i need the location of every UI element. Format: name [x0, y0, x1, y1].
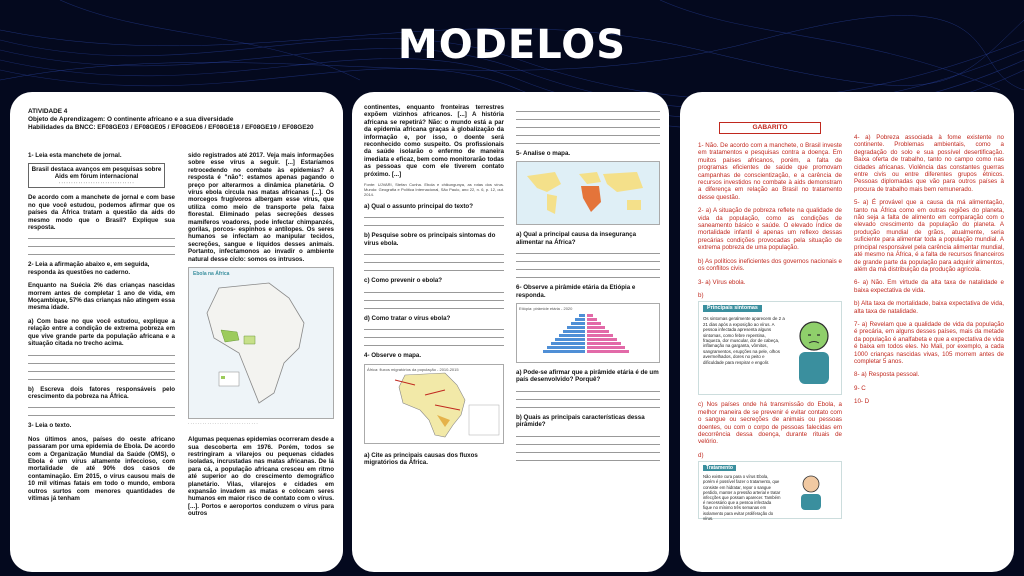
answer-line: [516, 104, 660, 112]
answer-line: [516, 400, 660, 408]
answer-2a: 2- a) A situação de pobreza reflete na qualidade de vida da população, como as condições de saneamento básico e saúde. O elevado índice de mortalidade infantil é apenas um reflexo dessas precárias condições provocadas pela situação de extrema pobreza de uma população.: [698, 207, 842, 252]
migration-map: [364, 364, 504, 444]
answer-3b: b): [698, 291, 704, 299]
answer-6a: 6- a) Não. Em virtude da alta taxa de natalidade e baixa expectativa de vida.: [854, 279, 1004, 294]
answer-line: [364, 322, 504, 330]
answer-line: [364, 301, 504, 309]
skills-label: Habilidades da BNCC: EF08GE03 / EF08GE05 / EF08GE06 / EF08GE18 / EF08GE19 / EF08GE20: [28, 124, 314, 131]
headline-text: Brasil destaca avanços em pesquisas sobre Aids em fórum internacional: [31, 166, 162, 181]
answer-line: [364, 338, 504, 346]
question-3b: b) Pesquise sobre os principais sintomas do vírus ebola.: [364, 232, 496, 247]
answer-line: [516, 453, 660, 461]
answer-key-card: [680, 92, 1014, 572]
answer-line: [364, 263, 504, 271]
person-icon: [791, 472, 831, 512]
answer-line: [516, 262, 660, 270]
activity-label: ATIVIDADE 4: [28, 108, 68, 115]
answer-line: [516, 246, 660, 254]
card1-right-column: [188, 152, 334, 560]
pyramid-title: Etiópia: pirâmide etária - 2020: [519, 306, 573, 312]
ebola-text-part-2: Algumas pequenas epidemias ocorreram desde a sua descoberta em 1976. Porém, todos se restringiram a vilarejos ou pequenas cidades isoladas, incrustadas nas matas africanas. De lá para cá, a população africana cresceu em ritmo até superior ao do crescimento demográfico planetário. Vilas, vilarejos e cidades em expansão invadem as matas e colocam seres humanos em maior risco de contato com o vírus. [...]. Portos e aeroportos conduzem o vírus para outros: [188, 436, 334, 518]
question-3: 3- Leia o texto.: [28, 422, 72, 430]
headline-box: [28, 163, 165, 188]
ebola-text-part-1: sido registrados até 2017. Veja mais informações sobre esse vírus a seguir. [...] Estaríamos retrocedendo no combate às epidemias? A resposta é "não": estamos apenas pagando o preço por alterarmos a dinâmica planetária. O vírus ebola circula nas matas africanas [...]. Os morcegos frugívoros albergam esse vírus, que utiliza como meio de transporte pela faixa florestal. Eliminado pelas secreções desses mamíferos voadores, pode infectar chimpanzés, gorilas, porcos- espinhos e antílopes. Os seres humanos se infectam ao manipular tecidos, secreções, sangue e líquidos desses animais. Portanto, infectamonos ao invadir o ambiente natural desse ciclo: somos os intrusos.: [188, 152, 334, 263]
answer-line: [364, 247, 504, 255]
question-2b: b) Escreva dois fatores responsáveis pelo crescimento da pobreza na África.: [28, 385, 175, 400]
question-1: 1- Leia esta manchete de jornal.: [28, 152, 122, 159]
answer-line: [28, 356, 175, 364]
answer-line: [516, 112, 660, 120]
answer-3c: c) Nos países onde há transmissão do Ebola, a melhor maneira de se prevenir é evitar contato com o sangue ou secreções de animais ou pessoas doentes, ou com o corpo de pessoas falecidas em decorrência dessa doença, durante rituais de velório.: [698, 401, 842, 446]
answer-line: [364, 218, 504, 226]
answers-right-column: [854, 134, 1004, 560]
answer-line: [364, 285, 504, 293]
ebola-africa-map: [188, 267, 334, 419]
question-5a: a) Qual a principal causa da insegurança alimentar na África?: [516, 231, 637, 246]
food-insecurity-map: [516, 161, 660, 225]
answer-line: [364, 293, 504, 301]
sick-person-icon: [789, 316, 839, 386]
answer-line: [516, 270, 660, 278]
answer-line: [28, 348, 175, 356]
answer-line: [28, 231, 175, 239]
answer-line: [516, 254, 660, 262]
answer-line: [516, 429, 660, 437]
answer-line: [364, 210, 504, 218]
answer-line: [28, 364, 175, 372]
answer-1: 1- Não. De acordo com a manchete, o Brasil investe em tratamentos e pesquisas contra a doença. Em muitos países africanos, porém, a falta de programas eficientes de saúde que promovam campanhas de conscientização, e a carência de recursos investidos no combate à aids demonstram a diferença em relação ao Brasil no tratamento desse questão.: [698, 142, 842, 201]
worksheet-page-2: [364, 104, 661, 560]
answer-line: [28, 247, 175, 255]
map-source: · · · · · · · · · · · · · · · · · · · · · · · · · · · · ·: [188, 421, 258, 427]
question-4: 4- Observe o mapa.: [364, 352, 422, 360]
answer-7: 7- a) Revelam que a qualidade de vida da população é precária, em alguns desses países, mais da metade da população é analfabeta e que a expectativa de vida é baixa em todos eles. No Mali, por exemplo, a cada 1000 crianças nascidas vivas, 105 morrem antes de completar 5 anos.: [854, 320, 1004, 365]
answer-line: [364, 330, 504, 338]
answer-line: [28, 239, 175, 247]
answers-left-column: [698, 122, 842, 560]
headline-source: · · · · · · · · · · · · · · · · · · · · · · · · · · · · · · ·: [59, 180, 134, 186]
card2-left-column: [364, 104, 504, 560]
text-source: Fonte: UJVARI, Stefan Cunha. Ebola e chikungunya, as rotas dos vírus. Mundo: Geografia e Política Internacional, São Paulo, ano 22, n. 6, p. 12, out. 2014.: [364, 182, 504, 198]
answer-key-page: [698, 104, 1006, 560]
answer-line: [28, 400, 175, 408]
question-2a: a) Com base no que você estudou, explique a relação entre a condição de extrema pobreza em que vive grande parte da população africana e a situação citada no trecho acima.: [28, 317, 175, 348]
africa-map-graphic: [189, 268, 333, 414]
answer-6b: b) Alta taxa de mortalidade, baixa expectativa de vida, alta taxa de natalidade.: [854, 300, 1004, 315]
card1-left-column: [28, 152, 175, 560]
question-3d: d) Como tratar o vírus ebola?: [364, 314, 451, 322]
worksheet-page-1: [28, 104, 343, 560]
answer-3d: d): [698, 451, 704, 459]
worksheet-card-2: [352, 92, 669, 572]
worksheet-card-1: [10, 92, 343, 572]
migration-map-graphic: [365, 365, 503, 441]
answer-line: [516, 136, 660, 144]
age-pyramid: [516, 303, 660, 363]
question-3a: a) Qual o assunto principal do texto?: [364, 203, 473, 211]
answer-key-header: GABARITO: [719, 122, 821, 134]
treatment-text: Não existe cura para o vírus Ebola, porém é possível fazer o tratamento, que consiste em hidratar, repor o sangue perdido, manter a pressão arterial e tratar infecções que possam aparecer. Também é necessário que a pessoa infectada fique no mínimo três semanas em isolamento para evitar proliferação do vírus.: [703, 474, 781, 521]
answer-line: [28, 372, 175, 380]
question-6b: b) Quais as principais características dessa pirâmide?: [516, 413, 645, 429]
answer-10: 10- D: [854, 398, 870, 406]
answer-line: [516, 128, 660, 136]
migration-map-title: África: fluxos migratórios da população - 2010-2015: [367, 366, 459, 372]
answer-5: 5- a) É provável que a causa da má alimentação, tanto na África como em outras regiões do planeta, não seja a falta de alimento em comparação com o elevado crescimento da população do planeta. A produção mundial de grãos, atualmente, seria suficiente para alimentar toda a população mundial. A principal responsável pela carência alimentar mundial, até mesmo na África, é a falta de recursos financeiros de grande parte da população para adquirir alimentos, além da má distribuição da produção agrícola.: [854, 199, 1004, 273]
question-2-text: Enquanto na Suécia 2% das crianças nascidas morrem antes de completar 1 ano de vida, em Moçambique, 57% das crianças não atingem essa mesma idade.: [28, 282, 175, 312]
question-3-text: Nos últimos anos, países do oeste africano passaram por uma epidemia de Ebola. De acordo com a Organização Mundial da Saúde (OMS), o Ebola é um vírus altamente infeccioso, com mortalidade de até 90% dos casos de contaminação. Em 2015, o vírus causou mais de 10 mil vítimas fatais em todo o mundo, embora outros surtos com menores quantidades de vítimas já tenham: [28, 435, 175, 502]
symptoms-infographic: [698, 301, 842, 395]
answer-line: [28, 408, 175, 416]
answer-line: [516, 445, 660, 453]
answer-line: [516, 120, 660, 128]
world-map-graphic: [517, 162, 659, 222]
question-6: 6- Observe a pirâmide etária da Etiópia e responda.: [516, 284, 636, 299]
objective-label: Objeto de Aprendizagem: O continente africano e a sua diversidade: [28, 116, 234, 123]
question-1-text: De acordo com a manchete de jornal e com base no que você estudou, podemos afirmar que os países da África tratam a questão da aids do mesmo modo que o Brasil? Explique sua resposta.: [28, 194, 175, 232]
answer-line: [516, 437, 660, 445]
question-6a: a) Pode-se afirmar que a pirâmide etária é de um país desenvolvido? Porquê?: [516, 369, 659, 384]
answer-8: 8- a) Resposta pessoal.: [854, 371, 920, 379]
answer-line: [516, 384, 660, 392]
question-5: 5- Analise o mapa.: [516, 150, 571, 157]
answer-4: 4- a) Pobreza associada à fome existente no continente. Problemas ambientais, como a degradação do solo e sua possível desertificação. Baixa oferta de trabalho, tanto no campo como nas cidades africanas. Violência das constantes guerras entre civis ou entre diferentes grupos étnicos. Pessoas diplomadas que vão para outros países à procura de trabalho mais bem remunerado.: [854, 134, 1004, 193]
symptoms-text: Os sintomas geralmente aparecem de 2 a 21 dias após a exposição ao vírus. A pessoa infectada apresenta alguns sintomas, como febre repentina, fraqueza, dor muscular, dor de cabeça, inflamação na garganta, vômitos, sangramentos, erupções na pele, olhos avermelhados, dores no peito e dificuldade para respirar e engolir.: [703, 316, 785, 365]
ebola-text-part-3: continentes, enquanto fronteiras terrestres expõem vizinhos africanos. [...] A história africana se repetirá? Não: o mundo está a par da epidemia africana graças à globalização da informação e, por isso, o doente será reconhecido como suspeito. Os profissionais da saúde isolarão o enfermo de maneira imediata e eficaz, bem como monitorarão todas as pessoas que com ele tiverem contato próximo. [...]: [364, 104, 504, 178]
answer-9: 9- C: [854, 384, 866, 392]
treatment-box: [698, 461, 842, 519]
answer-line: [364, 255, 504, 263]
answer-2b: b) As políticos ineficientes dos governos nacionais e os conflitos civis.: [698, 257, 842, 273]
treatment-title: Tratamento: [703, 465, 736, 471]
page-title: MODELOS: [397, 22, 627, 68]
symptoms-title: Principais sintomas: [703, 305, 762, 312]
answer-line: [516, 392, 660, 400]
card2-right-column: [516, 104, 660, 560]
map-title: Ebola na África: [193, 271, 230, 278]
question-2: 2- Leia a afirmação abaixo e, em seguida, responda às questões no caderno.: [28, 261, 150, 276]
answer-3a: 3- a) Vírus ebola.: [698, 278, 746, 286]
question-4a: a) Cite as principais causas dos fluxos migratórios da África.: [364, 451, 478, 466]
question-3c: c) Como prevenir o ebola?: [364, 277, 443, 285]
